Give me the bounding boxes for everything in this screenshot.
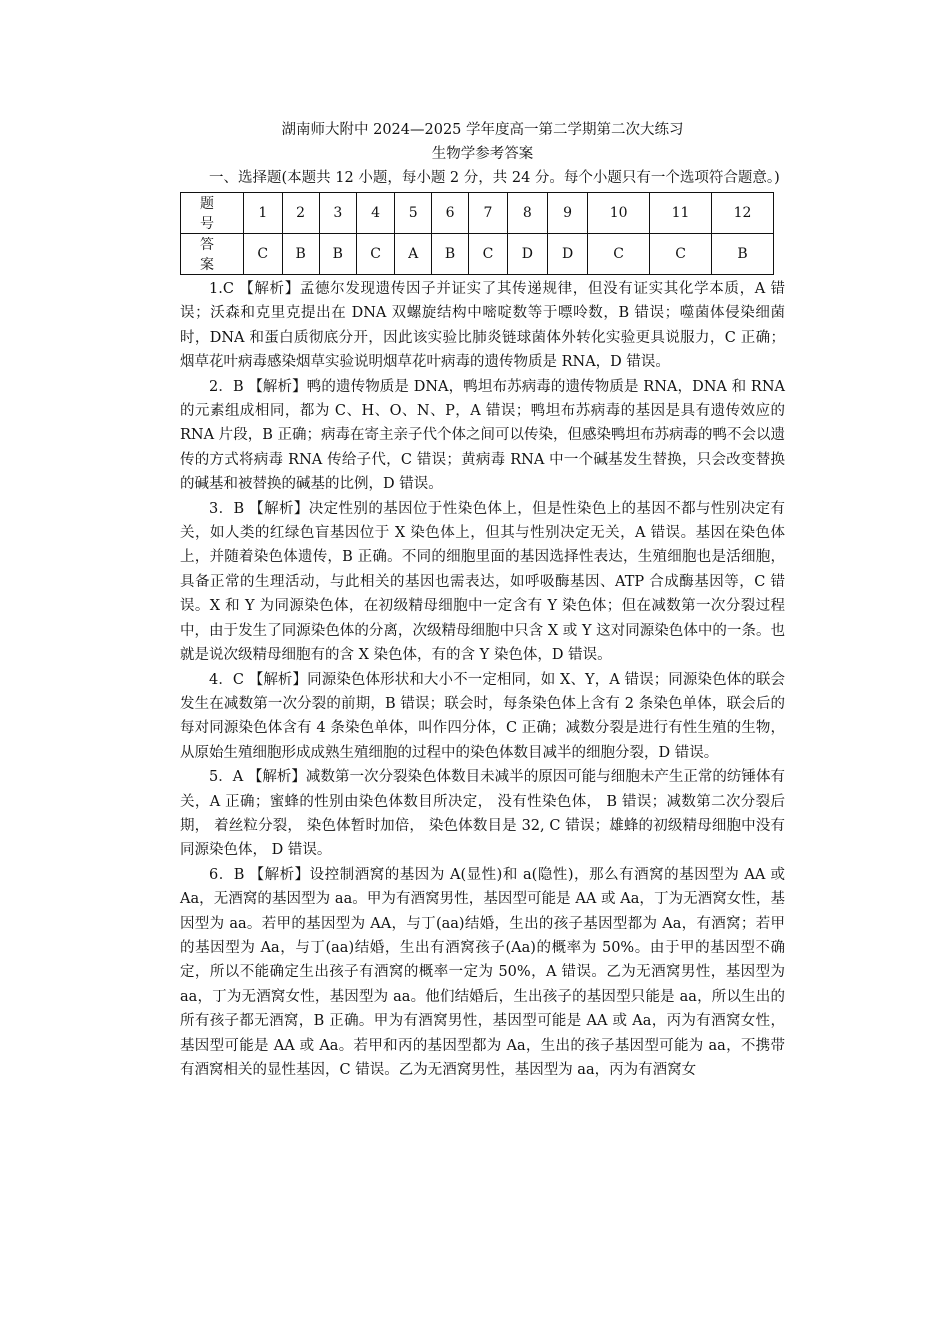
- document-page: [180, 118, 785, 1082]
- document-title: 湖南师大附中 2024—2025 学年度高一第二学期第二次大练习: [281, 122, 684, 138]
- answer-cell: B: [319, 234, 356, 275]
- question-number: 4: [356, 193, 395, 234]
- answer-cell: B: [282, 234, 319, 275]
- question-number: 10: [588, 193, 650, 234]
- question-number: 11: [650, 193, 712, 234]
- explanation-1: 1.C 【解析】孟德尔发现遗传因子并证实了其传递规律，但没有证实其化学本质，A 错误；沃森和克里克提出在 DNA 双螺旋结构中嘧啶数等于嘌呤数，B 错误；噬菌体侵染细菌时，DNA 和蛋白质彻底分开，因此该实验比肺炎链球菌体外转化实验更具说服力，C 正确；烟草花叶病毒感染烟草实验说明烟草花叶病毒的遗传物质是 RNA，D 错误。: [180, 281, 785, 371]
- explanation-6: 6．B 【解析】设控制酒窝的基因为 A(显性)和 a(隐性)，那么有酒窝的基因型为 AA 或 Aa，无酒窝的基因型为 aa。甲为有酒窝男性，基因型可能是 AA 或 Aa，丁为无酒窝女性，基因型为 aa。若甲的基因型为 AA，与丁(aa)结婚，生出的孩子基因型都为 Aa，有酒窝；若甲的基因型为 Aa，与丁(aa)结婚，生出有酒窝孩子(Aa)的概率为 50%。由于甲的基因型不确定，所以不能确定生出孩子有酒窝的概率一定为 50%，A 错误。乙为无酒窝男性，基因型为 aa，丁为无酒窝女性，基因型为 aa。他们结婚后，生出孩子的基因型只能是 aa，所以生出的所有孩子都无酒窝，B 正确。甲为有酒窝男性，基因型可能是 AA 或 Aa，丙为有酒窝女性，基因型可能是 AA 或 Aa。若甲和丙的基因型都为 Aa，生出的孩子基因型可能为 aa，不携带有酒窝相关的显性基因，C 错误。乙为无酒窝男性，基因型为 aa，丙为有酒窝女: [180, 866, 786, 1078]
- explanation-2: 2．B 【解析】鸭的遗传物质是 DNA，鸭坦布苏病毒的遗传物质是 RNA，DNA 和 RNA 的元素组成相同，都为 C、H、O、N、P，A 错误；鸭坦布苏病毒的基因是具有遗传效应的 RNA 片段，B 正确；病毒在寄主亲子代个体之间可以传染，但感染鸭坦布苏病毒的鸭不会以遗传的方式将病毒 RNA 传给子代，C 错误；黄病毒 RNA 中一个碱基发生替换，只会改变替换的碱基和被替换的碱基的比例，D 错误。: [180, 378, 785, 493]
- question-number: 5: [395, 193, 432, 234]
- explanation-5: 5．A 【解析】减数第一次分裂染色体数目未减半的原因可能与细胞未产生正常的纺锤体有关，A 正确；蜜蜂的性别由染色体数目所决定， 没有性染色体， B 错误；减数第二次分裂后期， 着丝粒分裂， 染色体暂时加倍， 染色体数目是 32, C 错误；雄蜂的初级精母细胞中没有同源染色体， D 错误。: [180, 769, 785, 859]
- answer-row: [181, 234, 774, 275]
- answer-cell: D: [507, 234, 547, 275]
- question-number-row: [181, 193, 774, 234]
- question-number: 3: [319, 193, 356, 234]
- answer-cell: C: [356, 234, 395, 275]
- question-number: 6: [432, 193, 469, 234]
- answer-cell: A: [395, 234, 432, 275]
- explanation-3: 3．B 【解析】决定性别的基因位于性染色体上，但是性染色上的基因不都与性别决定有关，如人类的红绿色盲基因位于 X 染色体上，但其与性别决定无关，A 错误。基因在染色体上，并随着染色体遗传，B 正确。不同的细胞里面的基因选择性表达，生殖细胞也是活细胞，具备正常的生理活动，与此相关的基因也需表达，如呼吸酶基因、ATP 合成酶基因等，C 错误。X 和 Y 为同源染色体，在初级精母细胞中一定含有 Y 染色体；但在减数第一次分裂过程中，由于发生了同源染色体的分离，次级精母细胞中只含 X 或 Y 这对同源染色体中的一条。也就是说次级精母细胞有的含 X 染色体，有的含 Y 染色体，D 错误。: [180, 500, 785, 664]
- question-number: 9: [547, 193, 587, 234]
- answer-cell: B: [712, 234, 774, 275]
- document-subtitle: 生物学参考答案: [431, 146, 534, 162]
- answer-cell: C: [469, 234, 508, 275]
- explanation-4: 4．C 【解析】同源染色体形状和大小不一定相同，如 X、Y，A 错误；同源染色体的联会发生在减数第一次分裂的前期，B 错误；联会时，每条染色体上含有 2 条染色单体，联会后的每对同源染色体含有 4 条染色单体，叫作四分体，C 正确；减数分裂是进行有性生殖的生物，从原始生殖细胞形成成熟生殖细胞的过程中的染色体数目减半的细胞分裂，D 错误。: [180, 671, 785, 761]
- answer-cell: B: [432, 234, 469, 275]
- question-number: 8: [507, 193, 547, 234]
- question-number: 12: [712, 193, 774, 234]
- question-number: 7: [469, 193, 508, 234]
- question-number: 1: [244, 193, 283, 234]
- answer-label: 答 案: [181, 234, 244, 275]
- section-heading: 一、选择题(本题共 12 小题，每小题 2 分，共 24 分。每个小题只有一个选项符合题意。): [209, 170, 780, 186]
- answer-cell: C: [244, 234, 283, 275]
- answer-cell: C: [650, 234, 712, 275]
- answer-cell: C: [588, 234, 650, 275]
- question-number: 2: [282, 193, 319, 234]
- question-number-label: 题 号: [181, 193, 244, 234]
- answer-cell: D: [547, 234, 587, 275]
- answer-table: [180, 192, 774, 275]
